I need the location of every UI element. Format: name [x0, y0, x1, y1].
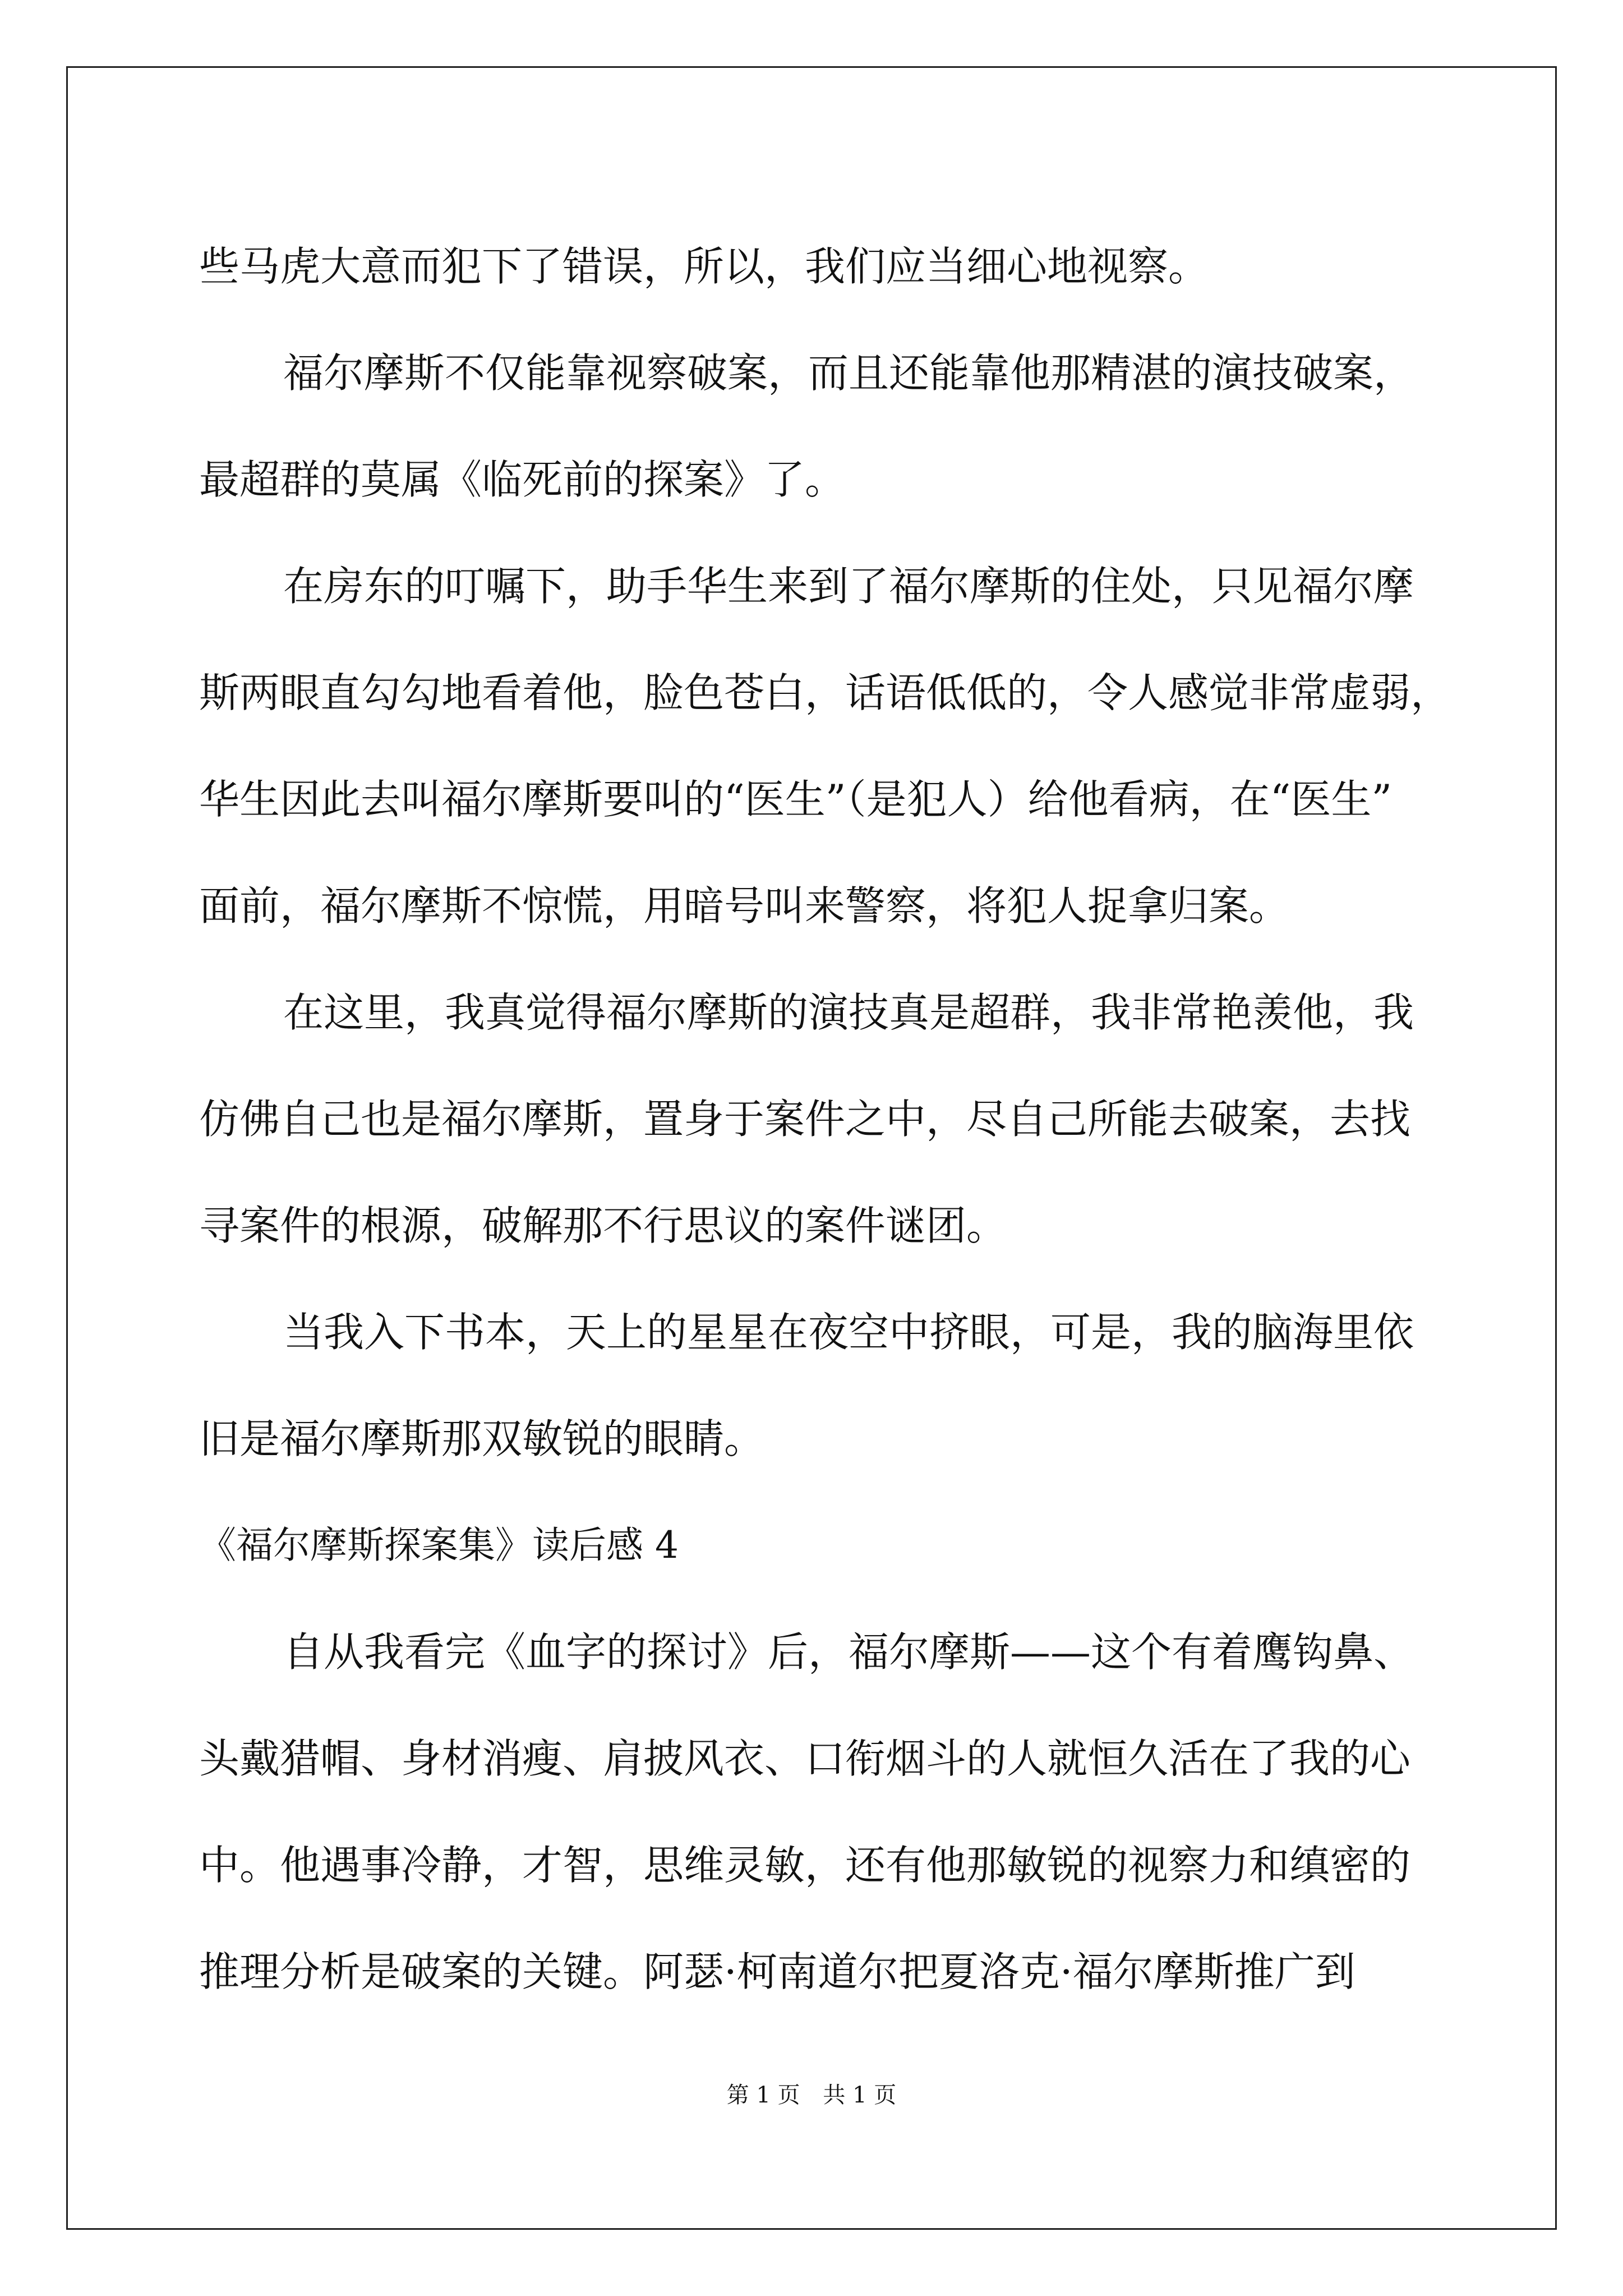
text-line: 寻案件的根源，破解那不行思议的案件谜团。 [199, 1202, 1007, 1249]
paragraph-start: 当我入下书本，天上的星星在夜空中挤眼，可是，我的脑海里依 [283, 1309, 1414, 1356]
text-line: 中。他遇事冷静，才智，思维灵敏，还有他那敏锐的视察力和缜密的 [199, 1842, 1411, 1889]
text-line: 仿佛自己也是福尔摩斯，置身于案件之中，尽自己所能去破案，去找 [199, 1096, 1411, 1143]
paragraph-start: 在房东的叮嘱下，助手华生来到了福尔摩斯的住处，只见福尔摩 [283, 563, 1414, 610]
page-footer [0, 2078, 1623, 2112]
document-body [199, 213, 1451, 2025]
text-line: 些马虎大意而犯下了错误，所以，我们应当细心地视察。 [199, 243, 1209, 290]
page-number: 第 1 页 [726, 2082, 800, 2108]
text-line: 面前，福尔摩斯不惊慌，用暗号叫来警察，将犯人捉拿归案。 [199, 882, 1290, 930]
paragraph-start: 在这里，我真觉得福尔摩斯的演技真是超群，我非常艳羡他，我 [283, 989, 1414, 1036]
text-line: 头戴猎帽、身材消瘦、肩披风衣、口衔烟斗的人就恒久活在了我的心 [199, 1735, 1411, 1782]
section-heading: 《福尔摩斯探案集》读后感 4 [199, 1524, 679, 1567]
text-line: 推理分析是破案的关键。阿瑟·柯南道尔把夏洛克·福尔摩斯推广到 [199, 1948, 1355, 1995]
page-total: 共 1 页 [823, 2082, 897, 2108]
paragraph-start: 福尔摩斯不仅能靠视察破案，而且还能靠他那精湛的演技破案， [283, 349, 1414, 397]
text-line: 最超群的莫属《临死前的探案》了。 [199, 456, 846, 503]
text-line: 斯两眼直勾勾地看着他，脸色苍白，话语低低的，令人感觉非常虚弱， [199, 669, 1451, 716]
paragraph-start: 自从我看完《血字的探讨》后，福尔摩斯——这个有着鹰钩鼻、 [283, 1628, 1414, 1676]
text-line: 旧是福尔摩斯那双敏锐的眼睛。 [199, 1415, 765, 1462]
text-line: 华生因此去叫福尔摩斯要叫的“医生”（是犯人）给他看病，在“医生” [199, 776, 1393, 823]
